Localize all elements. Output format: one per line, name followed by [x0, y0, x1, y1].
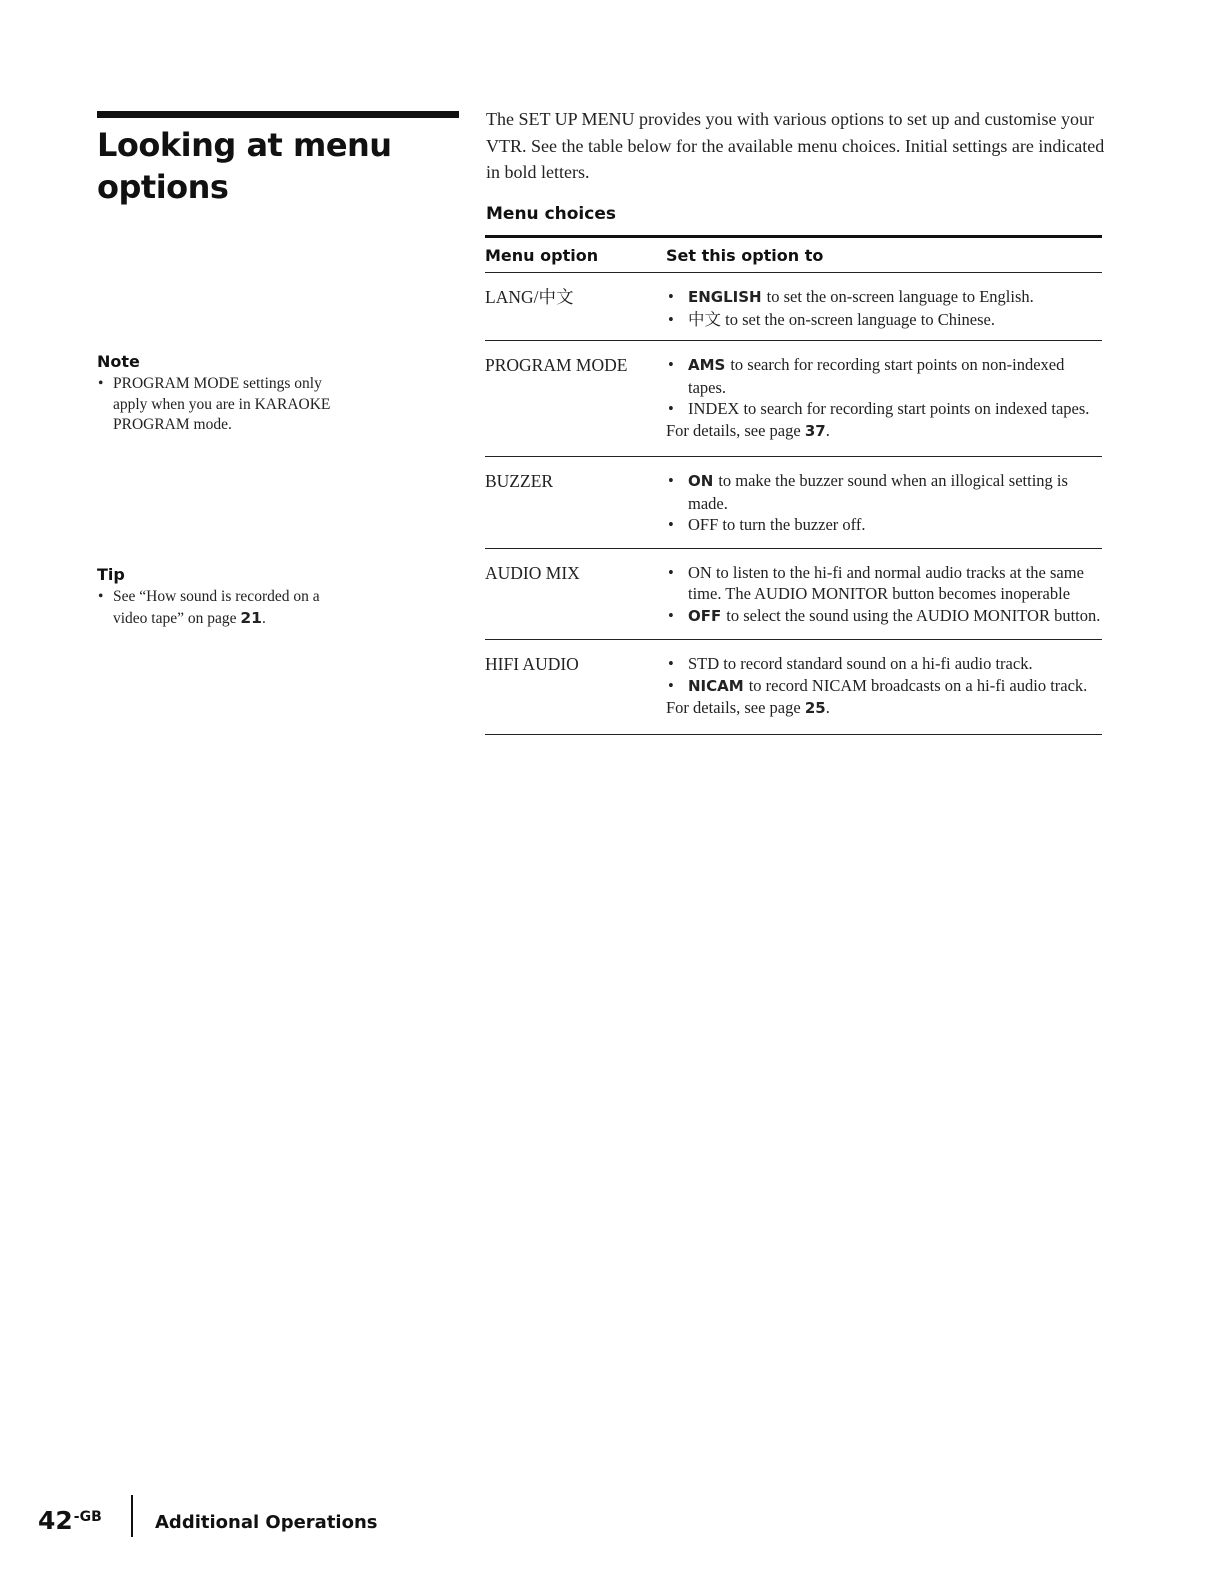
setting-description: STD to record standard sound on a hi-fi audio track.	[688, 654, 1033, 673]
table-body	[485, 273, 1102, 735]
setting-list	[666, 470, 1102, 536]
setting-item	[666, 398, 1102, 420]
details-end: .	[825, 698, 830, 717]
details-reference	[666, 697, 1102, 720]
table-header	[485, 238, 1102, 272]
setting-list	[666, 653, 1102, 697]
details-text: For details, see page	[666, 420, 801, 440]
table-row	[485, 549, 1102, 640]
header-menu-option: Menu option	[485, 245, 599, 265]
tip-page-ref: 21	[240, 608, 262, 627]
page-number	[38, 1506, 102, 1535]
footer-section-title: Additional Operations	[155, 1512, 378, 1533]
header-set-option: Set this option to	[666, 245, 824, 265]
details-text: For details, see page	[666, 698, 801, 717]
tip-block	[97, 565, 337, 629]
setting-item	[666, 514, 1102, 536]
table-row	[485, 457, 1102, 548]
page-number-value: 42	[38, 1506, 73, 1535]
tip-text: See “How sound is recorded on a video tape” on page	[113, 588, 320, 627]
setting-list	[666, 286, 1102, 330]
menu-option-settings	[666, 653, 1102, 720]
setting-item	[666, 354, 1102, 398]
intro-paragraph: The SET UP MENU provides you with various options to set up and customise your VTR. See the table below for the available menu choices. Initial settings are indicated in bold letters.	[486, 109, 1105, 182]
setting-description: to set the on-screen language to English.	[766, 287, 1034, 306]
setting-description: to select the sound using the AUDIO MONITOR button.	[726, 605, 1101, 625]
setting-description: to search for recording start points on non-indexed tapes.	[688, 355, 1065, 397]
table-row	[485, 640, 1102, 734]
menu-option-name: BUZZER	[485, 471, 554, 491]
menu-option-name: PROGRAM MODE	[485, 355, 628, 375]
setting-item	[666, 605, 1102, 628]
menu-option-name: AUDIO MIX	[485, 562, 580, 583]
menu-choices-heading: Menu choices	[486, 204, 616, 224]
page-title: Looking at menu options	[97, 126, 392, 206]
menu-option-settings	[666, 286, 1102, 330]
tip-end: .	[261, 609, 266, 627]
title-rule	[97, 111, 459, 118]
table-row	[485, 273, 1102, 340]
setting-item	[666, 286, 1102, 309]
setting-description: ON to listen to the hi-fi and normal audio tracks at the same time. The AUDIO MONITOR button becomes inoperable	[688, 562, 1084, 603]
setting-item	[666, 562, 1102, 605]
menu-option-settings	[666, 470, 1102, 536]
setting-description: 中文 to set the on-screen language to Chinese.	[688, 309, 995, 329]
initial-setting-keyword: AMS	[688, 356, 726, 374]
details-reference	[666, 420, 1102, 443]
tip-list	[97, 587, 337, 629]
initial-setting-keyword: OFF	[688, 606, 722, 625]
setting-item	[666, 470, 1102, 514]
menu-option-settings	[666, 562, 1102, 628]
menu-option-settings	[666, 354, 1102, 442]
setting-description: INDEX to search for recording start points on indexed tapes.	[688, 399, 1090, 418]
tip-heading: Tip	[97, 565, 125, 584]
setting-list	[666, 562, 1102, 628]
setting-list	[666, 354, 1102, 420]
details-page-ref: 37	[804, 421, 826, 440]
menu-choices-table	[485, 235, 1102, 735]
note-heading: Note	[97, 352, 140, 371]
table-row	[485, 341, 1102, 456]
setting-description: OFF to turn the buzzer off.	[688, 515, 866, 534]
initial-setting-keyword: ENGLISH	[688, 288, 762, 306]
tip-item	[97, 587, 337, 629]
page-number-suffix: -GB	[73, 1509, 102, 1525]
initial-setting-keyword: ON	[688, 472, 714, 490]
setting-description: to make the buzzer sound when an illogical setting is made.	[688, 471, 1068, 513]
menu-option-name: HIFI AUDIO	[485, 654, 579, 674]
setting-item	[666, 675, 1102, 698]
menu-option-name: LANG/中文	[485, 287, 574, 307]
setting-item	[666, 309, 1102, 331]
details-end: .	[825, 420, 830, 440]
footer-divider	[131, 1495, 133, 1537]
note-list	[97, 374, 337, 436]
note-block	[97, 352, 337, 436]
setting-item	[666, 653, 1102, 675]
note-item: • PROGRAM MODE settings only apply when you are in KARAOKE PROGRAM mode.	[97, 374, 337, 436]
details-page-ref: 25	[804, 699, 826, 717]
initial-setting-keyword: NICAM	[688, 676, 744, 695]
row-divider	[485, 734, 1102, 735]
setting-description: to record NICAM broadcasts on a hi-fi audio track.	[748, 675, 1088, 695]
